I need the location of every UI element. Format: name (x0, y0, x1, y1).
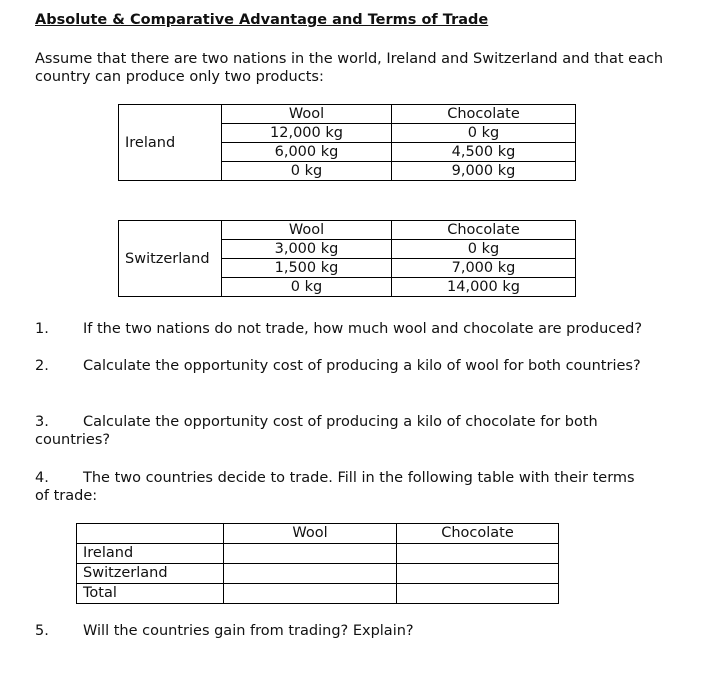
switzerland-production-table (118, 220, 576, 297)
row-label-ireland: Ireland (77, 544, 224, 564)
row-label-switzerland: Switzerland (77, 564, 224, 584)
header-blank (77, 524, 224, 544)
answer-cell-chocolate[interactable] (397, 544, 559, 564)
answer-cell-wool[interactable] (224, 544, 397, 564)
intro-paragraph: Assume that there are two nations in the world, Ireland and Switzerland and that each country can produce only two products: (35, 51, 664, 85)
cell-chocolate: 0 kg (392, 124, 576, 143)
row-label-total: Total (77, 584, 224, 604)
question-text: Will the countries gain from trading? Explain? (83, 623, 414, 639)
answer-cell-wool[interactable] (224, 564, 397, 584)
question-number: 5. (35, 623, 49, 639)
question-text-continued: countries? (35, 432, 111, 448)
question-text: Calculate the opportunity cost of producing a kilo of wool for both countries? (83, 358, 641, 374)
cell-wool: 0 kg (222, 162, 392, 181)
question-number: 1. (35, 321, 49, 337)
header-wool: Wool (224, 524, 397, 544)
ireland-production-table (118, 104, 576, 181)
header-chocolate: Chocolate (397, 524, 559, 544)
cell-chocolate: 7,000 kg (392, 259, 576, 278)
cell-chocolate: 14,000 kg (392, 278, 576, 297)
question-text: The two countries decide to trade. Fill in the following table with their terms (83, 470, 635, 486)
header-wool: Wool (222, 221, 392, 240)
question-number: 4. (35, 470, 49, 486)
terms-of-trade-table (76, 523, 559, 604)
cell-wool: 0 kg (222, 278, 392, 297)
question-text: If the two nations do not trade, how much wool and chocolate are produced? (83, 321, 643, 337)
answer-cell-chocolate[interactable] (397, 564, 559, 584)
document-title: Absolute & Comparative Advantage and Terms of Trade (35, 12, 489, 28)
cell-wool: 1,500 kg (222, 259, 392, 278)
question-number: 2. (35, 358, 49, 374)
cell-chocolate: 9,000 kg (392, 162, 576, 181)
question-number: 3. (35, 414, 49, 430)
cell-wool: 3,000 kg (222, 240, 392, 259)
cell-wool: 12,000 kg (222, 124, 392, 143)
question-text: Calculate the opportunity cost of producing a kilo of chocolate for both (83, 414, 598, 430)
header-chocolate: Chocolate (392, 221, 576, 240)
cell-wool: 6,000 kg (222, 143, 392, 162)
answer-cell-wool[interactable] (224, 584, 397, 604)
question-text-continued: of trade: (35, 488, 98, 504)
answer-cell-chocolate[interactable] (397, 584, 559, 604)
country-label-switzerland: Switzerland (119, 221, 222, 297)
header-wool: Wool (222, 105, 392, 124)
cell-chocolate: 0 kg (392, 240, 576, 259)
country-label-ireland: Ireland (119, 105, 222, 181)
header-chocolate: Chocolate (392, 105, 576, 124)
cell-chocolate: 4,500 kg (392, 143, 576, 162)
